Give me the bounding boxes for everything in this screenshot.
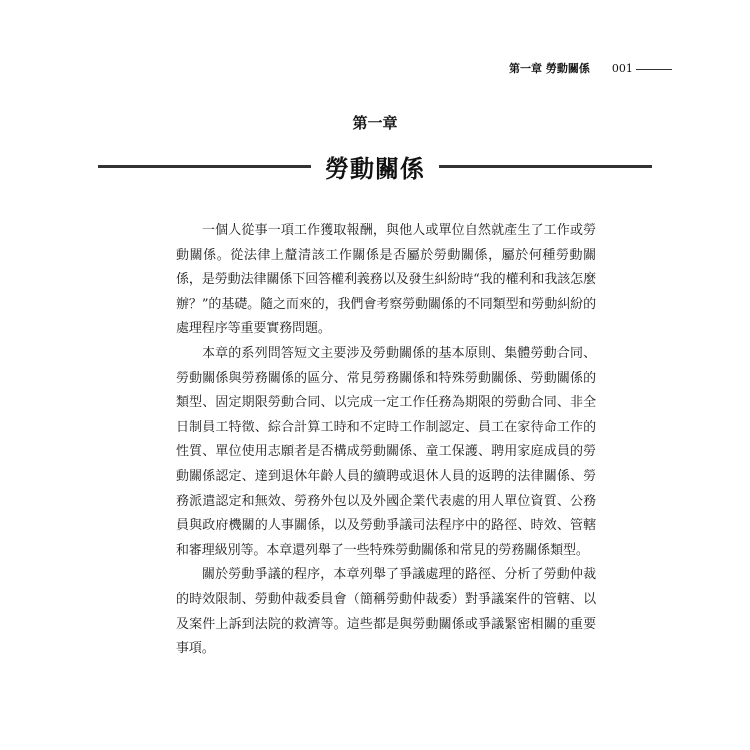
title-rule-left <box>98 165 311 168</box>
running-title: 第一章 勞動關係 <box>509 62 590 75</box>
header-rule <box>636 69 672 70</box>
page-number: 001 <box>611 61 633 75</box>
chapter-title-row <box>98 148 652 184</box>
chapter-title: 勞動關係 <box>325 153 425 183</box>
paragraph: 關於勞動爭議的程序，本章列舉了爭議處理的路徑、分析了勞動仲裁的時效限制、勞動仲裁委員會（簡稱勞動仲裁委）對爭議案件的管轄、以及案件上訴到法院的救濟等。這些都是與勞動關係或爭議緊密相關的重要事項。 <box>176 567 596 657</box>
paragraph: 本章的系列問答短文主要涉及勞動關係的基本原則、集體勞動合同、勞動關係與勞務關係的區分、常見勞務關係和特殊勞動關係、勞動關係的類型、固定期限勞動合同、以完成一定工作任務為期限的勞動合同、非全日制員工特徵、綜合計算工時和不定時工作制認定、員工在家待命工作的性質、單位使用志願者是否構成勞動關係、童工保護、聘用家庭成員的勞動關係認定、達到退休年齡人員的續聘或退休人員的返聘的法律關係、勞務派遣認定和無效、勞務外包以及外國企業代表處的用人單位資質、公務員與政府機關的人事關係，以及勞動爭議司法程序中的路徑、時效、管轄和審理級別等。本章還列舉了一些特殊勞動關係和常見的勞務關係類型。 <box>176 345 596 558</box>
chapter-label: 第一章 <box>352 114 398 132</box>
title-rule-right <box>439 165 652 168</box>
body-text <box>176 219 596 662</box>
running-header <box>509 60 672 76</box>
paragraph: 一個人從事一項工作獲取報酬，與他人或單位自然就產生了工作或勞動關係。從法律上釐清該工作關係是否屬於勞動關係，屬於何種勞動關係，是勞動法律關係下回答權利義務以及發生糾紛時“我的權利和我該怎麼辦？”的基礎。隨之而來的，我們會考察勞動關係的不同類型和勞動糾紛的處理程序等重要實務問題。 <box>176 223 596 337</box>
